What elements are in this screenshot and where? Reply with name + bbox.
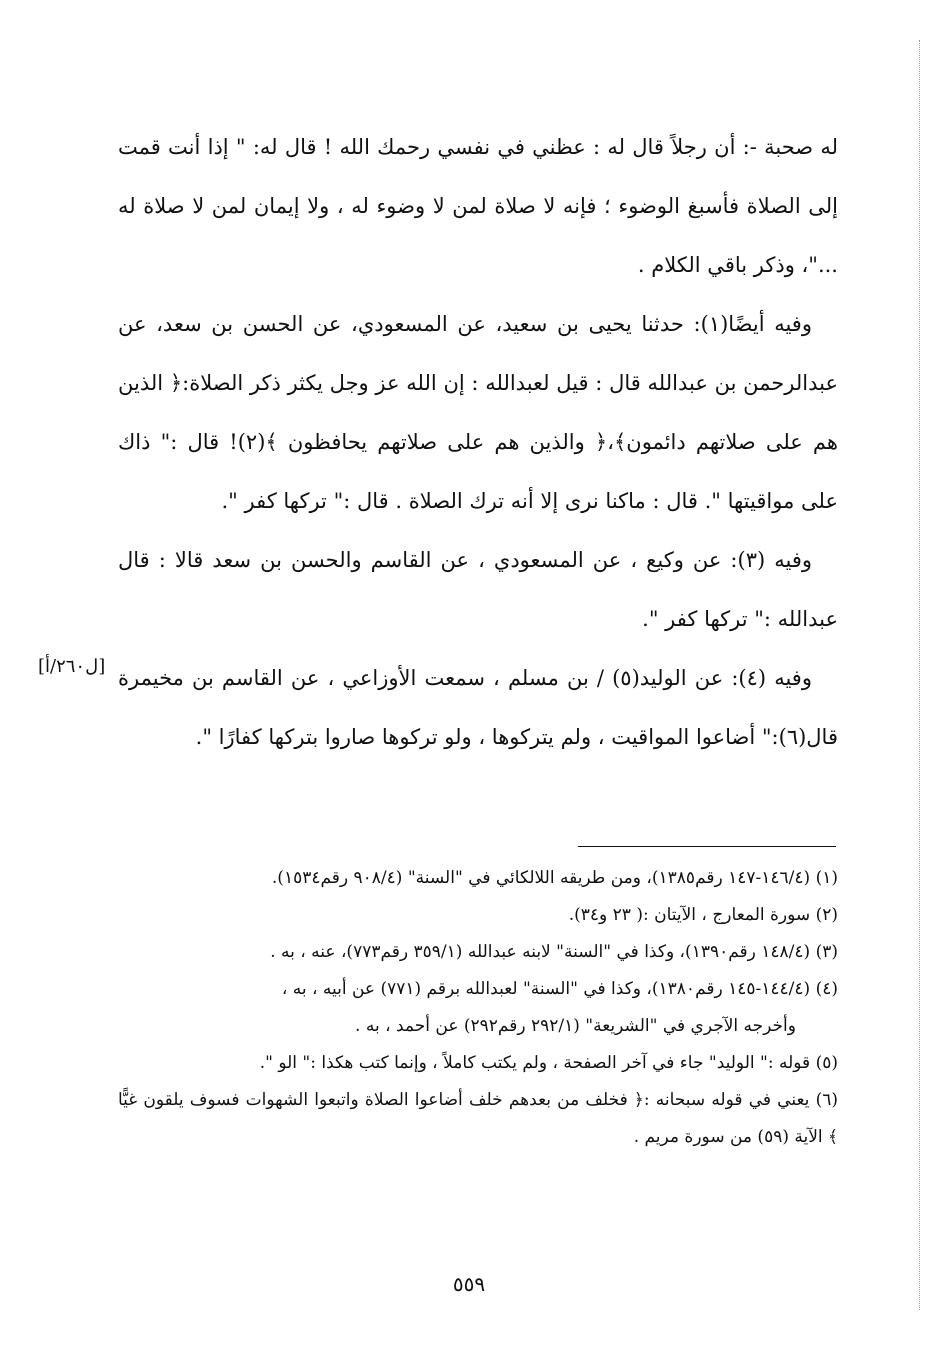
paragraph: له صحبة -: أن رجلاً قال له : عظني في نفسي رحمك الله ! قال له: " إذا أنت قمت إلى الصلاة فأسبغ الوضوء ؛ فإنه لا صلاة لمن لا وضوء له ، ولا إيمان لمن لا صلاة له ..."، وذكر باقي الكلام . (118, 135, 838, 277)
footnote: (٣) (١٤٨/٤ رقم١٣٩٠)، وكذا في "السنة" لابنه عبدالله (٣٥٩/١ رقم٧٧٣)، عنه ، به . (270, 942, 838, 962)
footnote-separator (578, 846, 836, 847)
footnote: (٤) (١٤٤/٤-١٤٥ رقم١٣٨٠)، وكذا في "السنة" لعبدالله برقم (٧٧١) عن أبيه ، به ، (281, 979, 838, 999)
paragraph: وفيه أيضًا(١): حدثنا يحيى بن سعيد، عن المسعودي، عن الحسن بن سعد، عن عبدالرحمن بن عبدالله قال : قيل لعبدالله : إن الله عز وجل يكثر ذكر الصلاة:﴿ الذين هم على صلاتهم دائمون﴾،﴿ والذين هم على صلاتهم يحافظون ﴾(٢)! قال :" ذاك على مواقيتها ". قال : ماكنا نرى إلا أنه ترك الصلاة . قال :" تركها كفر ". (118, 312, 838, 513)
footnote: (٥) قوله :" الوليد" جاء في آخر الصفحة ، ولم يكتب كاملاً ، وإنما كتب هكذا :" الو ". (259, 1053, 838, 1073)
footnote-continuation: وأخرجه الآجري في "الشريعة" (٢٩٢/١ رقم٢٩٢) عن أحمد ، به . (355, 1016, 796, 1036)
footnote: (١) (١٤٦/٤-١٤٧ رقم١٣٨٥)، ومن طريقه اللالكائي في "السنة" (٩٠٨/٤ رقم١٥٣٤). (271, 868, 838, 888)
footnotes (118, 860, 838, 1156)
paragraph: وفيه (٣): عن وكيع ، عن المسعودي ، عن القاسم والحسن بن سعد قالا : قال عبدالله :" تركها كفر ". (118, 548, 838, 631)
main-text (118, 118, 838, 767)
page-edge-dotted-line (919, 40, 920, 1310)
manuscript-folio-reference: [ل٢٦٠/أ] (38, 656, 106, 677)
footnote: (٢) سورة المعارج ، الآيتان :( ٢٣ و٣٤). (568, 905, 838, 925)
footnote: (٦) يعني في قوله سبحانه :﴿ فخلف من بعدهم خلف أضاعوا الصلاة واتبعوا الشهوات فسوف يلقون غيًّا ﴾ الآية (٥٩) من سورة مريم . (118, 1090, 838, 1147)
paragraph: وفيه (٤): عن الوليد(٥) / بن مسلم ، سمعت الأوزاعي ، عن القاسم بن مخيمرة قال(٦):" أضاعوا المواقيت ، ولم يتركوها ، ولو تركوها صاروا بتركها كفارًا ". (118, 666, 838, 749)
page-number: ٥٥٩ (452, 1272, 486, 1296)
